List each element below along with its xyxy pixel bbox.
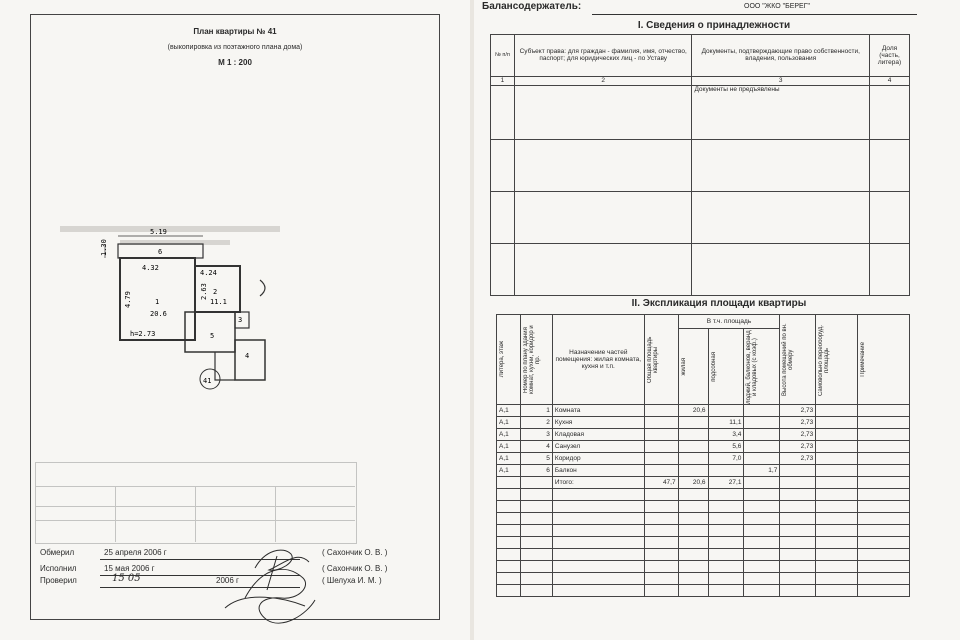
area-cell-unauthorized <box>816 405 858 417</box>
empty-row <box>497 537 910 549</box>
empty-cell <box>858 561 910 573</box>
area-header-loggia: лоджий, балконов, веранд и кладовых (с коэф.) <box>746 329 759 404</box>
empty-cell <box>708 537 744 549</box>
empty-cell <box>678 513 708 525</box>
empty-cell <box>644 513 678 525</box>
area-cell-loggia <box>744 429 780 441</box>
ownership-header-subject: Субъект права: для граждан - фамилия, имя, отчество, паспорт; для юридических лиц - по Уставу <box>514 35 692 77</box>
total-area: 47,7 <box>644 477 678 489</box>
area-cell-auxiliary: 7,0 <box>708 453 744 465</box>
area-cell-number: 2 <box>520 417 552 429</box>
total-row <box>497 477 910 489</box>
empty-cell <box>744 573 780 585</box>
area-cell-note <box>858 465 910 477</box>
empty-cell <box>708 525 744 537</box>
area-cell-total <box>644 465 678 477</box>
room-5-number: 5 <box>210 332 215 340</box>
area-header-height: Высота помещений по вн. обмеру <box>782 323 795 396</box>
empty-cell <box>816 537 858 549</box>
empty-cell <box>780 489 816 501</box>
empty-cell <box>497 549 521 561</box>
area-cell-number: 6 <box>520 465 552 477</box>
empty-cell <box>744 561 780 573</box>
area-cell-number: 5 <box>520 453 552 465</box>
empty-cell <box>744 489 780 501</box>
handwritten-signature <box>215 538 325 626</box>
area-cell-note <box>858 405 910 417</box>
area-cell-litera: А,1 <box>497 429 521 441</box>
signature-date: 15 05 <box>112 573 141 584</box>
area-cell-living: 20,6 <box>678 405 708 417</box>
room-2-number: 2 <box>213 288 218 296</box>
empty-cell <box>780 525 816 537</box>
empty-cell <box>520 549 552 561</box>
area-cell-unauthorized <box>816 453 858 465</box>
empty-cell <box>678 549 708 561</box>
area-cell-purpose: Санузел <box>552 441 644 453</box>
area-cell-living <box>678 453 708 465</box>
dim-balcony-depth: 1.30 <box>100 239 108 256</box>
empty-cell <box>644 585 678 597</box>
empty-cell <box>520 573 552 585</box>
area-cell-total <box>644 429 678 441</box>
empty-cell <box>744 513 780 525</box>
area-cell-loggia <box>744 417 780 429</box>
area-cell-auxiliary: 5,6 <box>708 441 744 453</box>
area-cell-loggia <box>744 453 780 465</box>
empty-cell <box>816 513 858 525</box>
empty-cell <box>678 501 708 513</box>
area-cell-litera: А,1 <box>497 453 521 465</box>
empty-cell <box>816 501 858 513</box>
room-6-number: 6 <box>158 248 163 256</box>
signature-label: Обмерил <box>40 548 75 557</box>
empty-row <box>497 585 910 597</box>
area-cell-litera: А,1 <box>497 465 521 477</box>
area-cell-height: 2,73 <box>780 417 816 429</box>
area-cell-note <box>858 453 910 465</box>
section1-title: I. Сведения о принадлежности <box>637 20 791 31</box>
area-cell-auxiliary: 3,4 <box>708 429 744 441</box>
empty-cell <box>744 549 780 561</box>
dim-balcony-width: 5.19 <box>150 228 167 236</box>
empty-row <box>497 489 910 501</box>
area-cell-purpose: Кладовая <box>552 429 644 441</box>
area-cell-purpose: Кухня <box>552 417 644 429</box>
room-1-number: 1 <box>155 298 160 306</box>
area-cell-height: 2,73 <box>780 453 816 465</box>
area-cell-note <box>858 429 910 441</box>
empty-cell <box>858 501 910 513</box>
empty-cell <box>816 525 858 537</box>
empty-cell <box>708 489 744 501</box>
area-cell-number: 4 <box>520 441 552 453</box>
empty-cell <box>816 489 858 501</box>
section2-title: II. Экспликация площади квартиры <box>631 298 807 309</box>
column-number: 3 <box>692 76 870 85</box>
empty-cell <box>520 501 552 513</box>
signature-date: 15 мая 2006 г <box>104 564 155 573</box>
empty-cell <box>816 585 858 597</box>
area-header-purpose: Назначение частей помещения: жилая комната, кухня и т.п. <box>552 315 644 405</box>
empty-row <box>497 501 910 513</box>
area-cell-unauthorized <box>816 417 858 429</box>
table-row <box>497 453 910 465</box>
empty-cell <box>780 501 816 513</box>
empty-cell <box>520 585 552 597</box>
empty-cell <box>497 489 521 501</box>
area-header-litera: Литера, этаж <box>499 341 505 378</box>
empty-cell <box>858 585 910 597</box>
empty-row <box>497 561 910 573</box>
area-cell-note <box>858 441 910 453</box>
area-cell-number: 1 <box>520 405 552 417</box>
empty-cell <box>678 573 708 585</box>
empty-cell <box>520 561 552 573</box>
ownership-header-number: № п/п <box>491 35 515 77</box>
area-cell-total <box>644 417 678 429</box>
empty-cell <box>497 537 521 549</box>
ownership-header-documents: Документы, подтверждающие право собственности, владения, пользования <box>692 35 870 77</box>
area-header-unauthorized: Самовольно переоборуд. площадь <box>818 323 831 396</box>
holder-label: Балансодержатель: <box>482 1 582 12</box>
empty-cell <box>520 537 552 549</box>
empty-cell <box>858 537 910 549</box>
empty-cell <box>744 585 780 597</box>
empty-cell <box>552 549 644 561</box>
empty-cell <box>520 525 552 537</box>
empty-cell <box>497 525 521 537</box>
area-cell-living <box>678 465 708 477</box>
area-cell-height: 2,73 <box>780 429 816 441</box>
signature-label: Исполнил <box>40 564 77 573</box>
room-4-wall <box>215 352 235 380</box>
dim-room1-width: 4.32 <box>142 264 159 272</box>
room-4-outline <box>235 340 265 380</box>
area-cell-living <box>678 441 708 453</box>
empty-cell <box>520 489 552 501</box>
empty-cell <box>708 573 744 585</box>
empty-cell <box>644 549 678 561</box>
empty-cell <box>708 513 744 525</box>
empty-cell <box>678 525 708 537</box>
empty-cell <box>708 585 744 597</box>
area-cell-loggia <box>744 405 780 417</box>
area-cell-purpose: Коридор <box>552 453 644 465</box>
area-cell-auxiliary: 11,1 <box>708 417 744 429</box>
area-cell-purpose: Комната <box>552 405 644 417</box>
empty-row <box>497 513 910 525</box>
empty-cell <box>780 537 816 549</box>
ceiling-height: h=2.73 <box>130 330 156 338</box>
table-row <box>497 417 910 429</box>
empty-cell <box>644 561 678 573</box>
plan-scale: М 1 : 200 <box>218 58 252 67</box>
total-living: 20,6 <box>678 477 708 489</box>
room-3-number: 3 <box>238 316 243 324</box>
area-cell-number: 3 <box>520 429 552 441</box>
empty-cell <box>552 489 644 501</box>
room-2-area: 11.1 <box>210 298 227 306</box>
empty-cell <box>644 489 678 501</box>
empty-cell <box>552 537 644 549</box>
area-cell-purpose: Балкон <box>552 465 644 477</box>
empty-cell <box>552 525 644 537</box>
area-cell-litera: А,1 <box>497 405 521 417</box>
total-auxiliary: 27,1 <box>708 477 744 489</box>
area-cell-loggia: 1,7 <box>744 465 780 477</box>
signature-year: 2006 г <box>216 576 239 585</box>
area-cell-loggia <box>744 441 780 453</box>
empty-cell <box>744 525 780 537</box>
area-cell-unauthorized <box>816 429 858 441</box>
empty-cell <box>552 513 644 525</box>
ownership-header-share: Доля (часть, литера) <box>870 35 910 77</box>
empty-cell <box>744 501 780 513</box>
empty-cell <box>816 549 858 561</box>
empty-cell <box>644 525 678 537</box>
signature-date: 25 апреля 2006 г <box>104 548 167 557</box>
empty-cell <box>780 561 816 573</box>
ownership-table <box>490 34 910 296</box>
empty-cell <box>678 585 708 597</box>
area-cell-living <box>678 429 708 441</box>
area-header-note: Примечание <box>860 342 867 377</box>
empty-row <box>497 525 910 537</box>
empty-cell <box>708 561 744 573</box>
area-table <box>496 314 910 597</box>
table-row <box>497 441 910 453</box>
empty-cell <box>708 549 744 561</box>
area-cell-auxiliary <box>708 465 744 477</box>
total-label: Итого: <box>552 477 644 489</box>
empty-row <box>497 573 910 585</box>
faded-stamp-table <box>35 462 355 542</box>
ownership-note: Документы не предъявлены <box>692 85 870 139</box>
empty-cell <box>858 573 910 585</box>
empty-cell <box>780 573 816 585</box>
empty-cell <box>858 513 910 525</box>
area-header-auxiliary: подсобная <box>710 351 717 382</box>
empty-cell <box>816 561 858 573</box>
empty-cell <box>708 501 744 513</box>
plan-title: План квартиры № 41 <box>193 27 277 36</box>
empty-cell <box>678 489 708 501</box>
empty-cell <box>497 513 521 525</box>
table-row <box>497 405 910 417</box>
signature-name: ( Сахончик О. В. ) <box>322 564 388 573</box>
area-cell-height: 2,73 <box>780 405 816 417</box>
area-cell-unauthorized <box>816 465 858 477</box>
column-number: 2 <box>514 76 692 85</box>
empty-cell <box>552 573 644 585</box>
empty-cell <box>780 585 816 597</box>
empty-cell <box>858 549 910 561</box>
area-header-incl: В т.ч. площадь <box>678 315 780 329</box>
apartment-number: 41 <box>203 377 212 385</box>
empty-cell <box>552 585 644 597</box>
empty-cell <box>780 513 816 525</box>
empty-cell <box>678 561 708 573</box>
area-cell-auxiliary <box>708 405 744 417</box>
empty-cell <box>644 537 678 549</box>
empty-cell <box>816 573 858 585</box>
dim-room2-width: 4.24 <box>200 269 217 277</box>
empty-cell <box>552 561 644 573</box>
area-header-total: Общая площадь квартиры <box>646 336 659 383</box>
empty-cell <box>858 525 910 537</box>
empty-cell <box>497 501 521 513</box>
area-cell-total <box>644 405 678 417</box>
area-cell-total <box>644 453 678 465</box>
empty-cell <box>678 537 708 549</box>
area-cell-living <box>678 417 708 429</box>
empty-cell <box>497 585 521 597</box>
area-cell-total <box>644 441 678 453</box>
area-cell-litera: А,1 <box>497 441 521 453</box>
left-page <box>0 0 470 640</box>
area-cell-litera: А,1 <box>497 417 521 429</box>
dim-room1-depth: 4.79 <box>124 291 132 308</box>
right-page <box>474 0 960 640</box>
empty-row <box>497 549 910 561</box>
column-number: 4 <box>870 76 910 85</box>
area-cell-note <box>858 417 910 429</box>
signature-label: Проверил <box>40 576 77 585</box>
empty-cell <box>520 513 552 525</box>
table-row <box>497 465 910 477</box>
empty-cell <box>497 573 521 585</box>
holder-value: ООО "ЖКО "БЕРЕГ" <box>744 3 810 10</box>
empty-cell <box>644 501 678 513</box>
area-cell-unauthorized <box>816 441 858 453</box>
floor-plan <box>100 228 290 398</box>
area-header-living: жилая <box>680 357 687 376</box>
signature-name: ( Сахончик О. В. ) <box>322 548 388 557</box>
column-number: 1 <box>491 76 515 85</box>
area-cell-height: 2,73 <box>780 441 816 453</box>
empty-cell <box>780 549 816 561</box>
empty-cell <box>858 489 910 501</box>
empty-cell <box>552 501 644 513</box>
empty-cell <box>644 573 678 585</box>
area-cell-height <box>780 465 816 477</box>
room-4-number: 4 <box>245 352 250 360</box>
empty-cell <box>744 537 780 549</box>
empty-cell <box>497 561 521 573</box>
signature-name: ( Шелуха И. М. ) <box>322 576 382 585</box>
dim-room2-depth: 2.63 <box>200 283 208 300</box>
plan-subtitle: (выкопировка из поэтажного плана дома) <box>167 44 303 51</box>
table-row <box>497 429 910 441</box>
area-header-plan-number: Номер по плану здания комнат, кухни, коридор и пр. <box>522 325 541 394</box>
room-1-area: 20.6 <box>150 310 167 318</box>
